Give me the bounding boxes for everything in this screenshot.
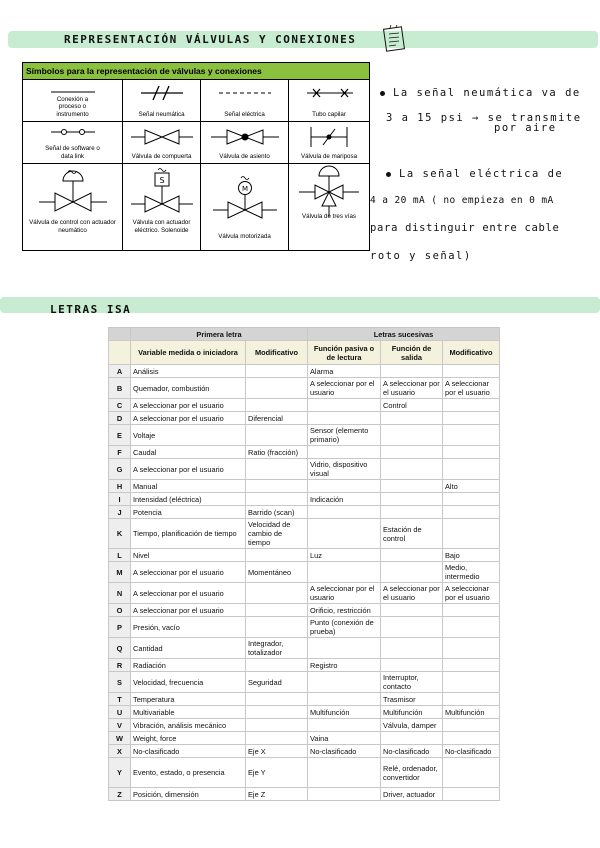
table-cell	[246, 399, 308, 412]
three-way-valve-icon	[289, 164, 369, 250]
table-row	[109, 493, 500, 506]
section-title-isa-letters: LETRAS ISA	[50, 303, 132, 316]
table-cell	[381, 549, 443, 562]
table-cell: Velocidad de cambio de tiempo	[246, 519, 308, 549]
symbol-label: Válvula de asiento	[219, 152, 270, 160]
solenoid-valve-icon	[123, 164, 201, 250]
row-letter: M	[109, 562, 131, 583]
table-cell: Evento, estado, o presencia	[131, 758, 246, 788]
table-cell: Alarma	[308, 365, 381, 378]
table-cell: Seguridad	[246, 672, 308, 693]
symbol-label: Válvula con actuador eléctrico. Solenoide	[132, 219, 191, 234]
table-cell: A seleccionar por el usuario	[131, 583, 246, 604]
table-cell: Eje Z	[246, 788, 308, 801]
table-cell: Interruptor, contacto	[381, 672, 443, 693]
table-cell	[381, 506, 443, 519]
table-cell: Estación de control	[381, 519, 443, 549]
table-cell	[381, 638, 443, 659]
isa-table-body	[109, 365, 500, 801]
table-row	[109, 693, 500, 706]
table-cell	[443, 604, 500, 617]
table-cell: Análisis	[131, 365, 246, 378]
table-cell: A seleccionar por el usuario	[131, 562, 246, 583]
table-row	[109, 480, 500, 493]
table-cell: Relé, ordenador, convertidor	[381, 758, 443, 788]
table-cell	[246, 617, 308, 638]
table-cell	[381, 365, 443, 378]
symbol-globe-valve	[201, 122, 289, 164]
table-row	[109, 459, 500, 480]
row-letter: A	[109, 365, 131, 378]
svg-text:S: S	[159, 176, 165, 185]
table-cell: A seleccionar por el usuario	[131, 459, 246, 480]
table-cell	[246, 493, 308, 506]
symbol-label: Válvula de compuerta	[131, 152, 192, 160]
table-cell	[246, 732, 308, 745]
row-letter: G	[109, 459, 131, 480]
table-cell	[443, 659, 500, 672]
symbol-label: Señal neumática	[138, 110, 185, 118]
table-cell: Tiempo, planificación de tiempo	[131, 519, 246, 549]
table-cell	[443, 493, 500, 506]
row-letter: N	[109, 583, 131, 604]
table-cell	[443, 788, 500, 801]
row-letter: Z	[109, 788, 131, 801]
table-cell: A seleccionar por el usuario	[443, 378, 500, 399]
table-cell: A seleccionar por el usuario	[443, 583, 500, 604]
table-cell: Indicación	[308, 493, 381, 506]
row-letter: Y	[109, 758, 131, 788]
note-text: La señal eléctrica de	[399, 168, 564, 180]
table-cell	[443, 459, 500, 480]
row-letter: U	[109, 706, 131, 719]
table-row	[109, 378, 500, 399]
symbol-capillary-tube	[289, 80, 369, 122]
table-cell: Cantidad	[131, 638, 246, 659]
group-header-blank	[109, 328, 131, 341]
symbol-butterfly-valve	[289, 122, 369, 164]
symbols-table-header: Símbolos para la representación de válvulas y conexiones	[23, 63, 369, 80]
table-cell: Multifunción	[443, 706, 500, 719]
table-cell: No-clasificado	[131, 745, 246, 758]
table-cell	[246, 480, 308, 493]
table-cell: Driver, actuador	[381, 788, 443, 801]
table-cell	[246, 459, 308, 480]
row-letter: W	[109, 732, 131, 745]
table-cell: Luz	[308, 549, 381, 562]
note-electric-line2: 4 a 20 mA ( no empieza en 0 mA	[370, 195, 554, 206]
table-cell	[308, 446, 381, 459]
row-letter: S	[109, 672, 131, 693]
table-cell	[308, 638, 381, 659]
bullet-icon	[386, 172, 391, 177]
table-cell	[443, 365, 500, 378]
row-letter: V	[109, 719, 131, 732]
table-cell: No-clasificado	[443, 745, 500, 758]
table-cell	[381, 604, 443, 617]
table-cell: Voltaje	[131, 425, 246, 446]
column-header: Modificativo	[443, 341, 500, 365]
table-cell	[246, 549, 308, 562]
symbol-process-connection	[23, 80, 123, 122]
symbol-three-way-valve	[289, 164, 369, 250]
group-header-succeeding: Letras sucesivas	[308, 328, 500, 341]
table-cell: Eje Y	[246, 758, 308, 788]
symbol-label: Válvula de control con actuador neumático	[29, 219, 116, 234]
table-cell: Quemador, combustión	[131, 378, 246, 399]
group-header-first-letter: Primera letra	[131, 328, 308, 341]
table-row	[109, 617, 500, 638]
table-cell: A seleccionar por el usuario	[308, 583, 381, 604]
column-header: Modificativo	[246, 341, 308, 365]
table-cell	[443, 732, 500, 745]
table-cell: Vibración, análisis mecánico	[131, 719, 246, 732]
symbol-electric-signal	[201, 80, 289, 122]
table-cell: Weight, force	[131, 732, 246, 745]
table-cell: Trasmisor	[381, 693, 443, 706]
table-cell	[308, 412, 381, 425]
table-cell	[246, 719, 308, 732]
table-cell	[443, 693, 500, 706]
table-cell	[246, 604, 308, 617]
motor-letter: M	[241, 185, 249, 193]
table-cell	[381, 617, 443, 638]
table-cell	[443, 617, 500, 638]
table-row	[109, 604, 500, 617]
table-cell: No-clasificado	[381, 745, 443, 758]
row-letter: P	[109, 617, 131, 638]
table-row	[109, 412, 500, 425]
symbol-solenoid-valve	[123, 164, 201, 250]
table-cell	[308, 672, 381, 693]
table-cell: Vidrio, dispositivo visual	[308, 459, 381, 480]
table-cell: Válvula, damper	[381, 719, 443, 732]
note-pneumatic-line2: 3 a 15 psi → se transmite	[386, 112, 582, 124]
table-row	[109, 745, 500, 758]
table-cell	[443, 672, 500, 693]
table-cell: Velocidad, frecuencia	[131, 672, 246, 693]
table-cell: Multifunción	[381, 706, 443, 719]
column-header: Función pasiva o de lectura	[308, 341, 381, 365]
table-cell	[381, 425, 443, 446]
table-cell	[308, 719, 381, 732]
column-header-blank	[109, 341, 131, 365]
pneumatic-control-valve-icon	[23, 164, 123, 250]
symbol-motorized-valve	[201, 164, 289, 250]
table-cell: Temperatura	[131, 693, 246, 706]
table-cell	[381, 412, 443, 425]
table-cell: Radiación	[131, 659, 246, 672]
row-letter: H	[109, 480, 131, 493]
symbol-gate-valve	[123, 122, 201, 164]
table-cell	[381, 732, 443, 745]
row-letter: Q	[109, 638, 131, 659]
column-header: Función de salida	[381, 341, 443, 365]
table-cell: A seleccionar por el usuario	[131, 412, 246, 425]
symbol-label: Señal eléctrica	[224, 110, 265, 118]
table-cell: Barrido (scan)	[246, 506, 308, 519]
row-letter: K	[109, 519, 131, 549]
table-cell	[246, 659, 308, 672]
table-cell	[443, 446, 500, 459]
table-cell: A seleccionar por el usuario	[131, 604, 246, 617]
table-row	[109, 399, 500, 412]
table-cell	[308, 506, 381, 519]
symbol-label: Válvula de tres vías	[302, 212, 356, 220]
table-cell: Orificio, restricción	[308, 604, 381, 617]
table-cell: Presión, vacío	[131, 617, 246, 638]
table-row	[109, 562, 500, 583]
table-cell	[308, 758, 381, 788]
table-cell: Vaina	[308, 732, 381, 745]
table-cell: Medio, intermedio	[443, 562, 500, 583]
symbol-software-link	[23, 122, 123, 164]
symbols-table	[22, 62, 370, 251]
table-cell	[308, 399, 381, 412]
column-header: Variable medida o iniciadora	[131, 341, 246, 365]
note-text: La señal neumática va de	[393, 87, 581, 99]
symbol-pneumatic-control-valve	[23, 164, 123, 250]
table-cell	[381, 659, 443, 672]
table-cell	[308, 480, 381, 493]
table-row	[109, 583, 500, 604]
table-row	[109, 788, 500, 801]
table-row	[109, 519, 500, 549]
row-letter: D	[109, 412, 131, 425]
row-letter: J	[109, 506, 131, 519]
symbol-pneumatic-signal	[123, 80, 201, 122]
table-row	[109, 758, 500, 788]
row-letter: I	[109, 493, 131, 506]
table-cell	[246, 365, 308, 378]
section-title-valves: REPRESENTACIÓN VÁLVULAS Y CONEXIONES	[64, 33, 357, 46]
isa-letters-table	[108, 327, 500, 801]
symbol-label: Válvula motorizada	[218, 232, 271, 240]
table-cell	[308, 562, 381, 583]
table-cell: Alto	[443, 480, 500, 493]
table-cell	[308, 519, 381, 549]
table-cell	[246, 583, 308, 604]
table-row	[109, 365, 500, 378]
symbol-label: Tubo capilar	[312, 110, 346, 118]
table-cell	[381, 446, 443, 459]
row-letter: E	[109, 425, 131, 446]
table-cell: Sensor (elemento primario)	[308, 425, 381, 446]
table-cell	[443, 399, 500, 412]
table-cell	[381, 459, 443, 480]
table-cell: A seleccionar por el usuario	[308, 378, 381, 399]
table-cell	[443, 719, 500, 732]
table-cell	[246, 706, 308, 719]
table-cell: Manual	[131, 480, 246, 493]
table-cell	[443, 506, 500, 519]
table-cell: Registro	[308, 659, 381, 672]
table-cell	[443, 638, 500, 659]
table-cell	[381, 480, 443, 493]
bullet-icon	[380, 91, 385, 96]
table-cell: Diferencial	[246, 412, 308, 425]
notepad-icon	[382, 25, 408, 53]
table-cell: Integrador, totalizador	[246, 638, 308, 659]
note-electric-line1	[386, 168, 563, 180]
symbol-label: Señal de software o data link	[45, 145, 100, 160]
row-letter: R	[109, 659, 131, 672]
table-row	[109, 549, 500, 562]
table-cell	[443, 758, 500, 788]
table-cell: Control	[381, 399, 443, 412]
table-cell: Caudal	[131, 446, 246, 459]
table-cell	[246, 378, 308, 399]
table-row	[109, 672, 500, 693]
table-row	[109, 732, 500, 745]
table-cell: Potencia	[131, 506, 246, 519]
table-cell	[443, 412, 500, 425]
row-letter: X	[109, 745, 131, 758]
table-cell: Multivariable	[131, 706, 246, 719]
table-row	[109, 638, 500, 659]
symbol-label: Válvula de mariposa	[300, 152, 358, 160]
table-cell	[246, 425, 308, 446]
table-cell: No-clasificado	[308, 745, 381, 758]
table-cell	[443, 425, 500, 446]
table-row	[109, 659, 500, 672]
table-cell: Eje X	[246, 745, 308, 758]
table-cell	[308, 693, 381, 706]
table-cell: Nivel	[131, 549, 246, 562]
row-letter: B	[109, 378, 131, 399]
table-cell: A seleccionar por el usuario	[131, 399, 246, 412]
table-cell	[381, 493, 443, 506]
table-cell	[443, 519, 500, 549]
table-cell: Momentáneo	[246, 562, 308, 583]
row-letter: L	[109, 549, 131, 562]
table-cell	[381, 562, 443, 583]
row-letter: O	[109, 604, 131, 617]
table-row	[109, 719, 500, 732]
table-cell: A seleccionar por el usuario	[381, 378, 443, 399]
table-cell: Ratio (fracción)	[246, 446, 308, 459]
table-row	[109, 425, 500, 446]
table-cell: Punto (conexión de prueba)	[308, 617, 381, 638]
row-letter: F	[109, 446, 131, 459]
note-pneumatic-line1	[380, 87, 581, 99]
symbol-label: Conexión a proceso o instrumento	[56, 95, 89, 118]
table-cell: A seleccionar por el usuario	[381, 583, 443, 604]
row-letter: T	[109, 693, 131, 706]
note-electric-line3: para distinguir entre cable	[370, 222, 560, 234]
table-cell	[246, 693, 308, 706]
table-cell: Posición, dimensión	[131, 788, 246, 801]
table-row	[109, 446, 500, 459]
table-cell: Intensidad (eléctrica)	[131, 493, 246, 506]
note-pneumatic-line3: por aire	[494, 122, 557, 134]
row-letter: C	[109, 399, 131, 412]
table-row	[109, 706, 500, 719]
table-cell	[308, 788, 381, 801]
table-cell: Multifunción	[308, 706, 381, 719]
table-cell: Bajo	[443, 549, 500, 562]
note-electric-line4: roto y señal)	[370, 250, 472, 262]
table-row	[109, 506, 500, 519]
